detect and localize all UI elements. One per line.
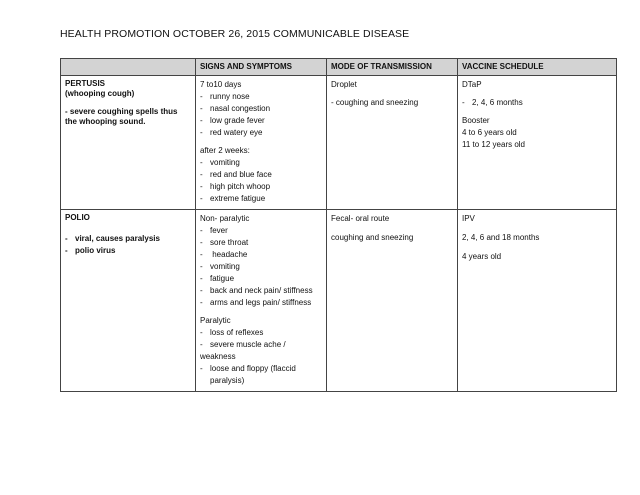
dash-glyph: - [200, 262, 203, 271]
pertusis-booster-label: Booster [462, 116, 490, 125]
polio-mode-2: coughing and sneezing [331, 233, 414, 242]
polio-bullet-2 [65, 245, 191, 257]
pertusis-mode-1: Droplet [331, 80, 357, 89]
pertusis-mode-cell [327, 76, 458, 210]
polio-mode-1: Fecal- oral route [331, 214, 390, 223]
dash-glyph: - [200, 274, 203, 283]
dash-glyph: - [200, 364, 203, 373]
pertusis-signs-intro: 7 to10 days [200, 80, 242, 89]
list-item-text: vomiting [210, 158, 240, 167]
pertusis-vaccine-cell [458, 76, 617, 210]
list-item-text: fever [210, 226, 228, 235]
pertusis-after-label: after 2 weeks: [200, 146, 250, 155]
dash-glyph: - [200, 104, 203, 113]
pertusis-subtitle: (whooping cough) [65, 89, 135, 98]
list-item-text: nasal congestion [210, 104, 271, 113]
table-row-pertusis [61, 76, 617, 210]
pertusis-late-signs [200, 157, 322, 205]
pertusis-mode-2: - coughing and sneezing [331, 98, 419, 107]
pertusis-name: PERTUSIS [65, 79, 106, 88]
list-item-text: red watery eye [210, 128, 263, 137]
dash-glyph: - [200, 238, 203, 247]
list-item [200, 249, 322, 261]
pertusis-disease-cell [61, 76, 196, 210]
list-item-text: vomiting [210, 262, 240, 271]
list-item [200, 225, 322, 237]
list-item [200, 91, 322, 103]
list-item [200, 363, 322, 387]
pertusis-note: - severe coughing spells thus the whooping sound. [65, 107, 178, 126]
polio-name: POLIO [65, 213, 90, 222]
list-item [200, 261, 322, 273]
pertusis-booster-2: 11 to 12 years old [462, 140, 526, 149]
list-item-text: red and blue face [210, 170, 272, 179]
pertusis-vaccine-name: DTaP [462, 80, 482, 89]
polio-disease-cell [61, 210, 196, 392]
list-item [200, 297, 322, 309]
dash-glyph: - [65, 246, 68, 255]
polio-vaccine-cell [458, 210, 617, 392]
polio-signs-cell [196, 210, 327, 392]
list-item [200, 103, 322, 115]
header-row [61, 59, 617, 76]
list-item-text: polio virus [75, 246, 116, 255]
pertusis-booster-1: 4 to 6 years old [462, 128, 517, 137]
polio-vaccine-name: IPV [462, 214, 475, 223]
list-item-text: loss of reflexes [210, 328, 264, 337]
polio-paralytic-signs [200, 327, 322, 387]
polio-bullet-1 [65, 233, 191, 245]
list-item-text: viral, causes paralysis [75, 234, 160, 243]
header-vaccine: VACCINE SCHEDULE [458, 59, 617, 76]
list-item [200, 169, 322, 181]
list-item-text: headache [210, 250, 248, 259]
header-disease [61, 59, 196, 76]
list-item-text: sore throat [210, 238, 249, 247]
polio-nonparalytic-label: Non- paralytic [200, 214, 250, 223]
dash-glyph: - [200, 116, 203, 125]
dash-glyph: - [200, 298, 203, 307]
pertusis-early-signs [200, 91, 322, 139]
pertusis-vaccine-months-row [462, 97, 612, 109]
list-item [200, 273, 322, 285]
list-item-text: extreme fatigue [210, 194, 266, 203]
list-item-text: severe muscle ache / weakness [200, 340, 286, 361]
dash-glyph: - [200, 92, 203, 101]
dash-glyph: - [200, 286, 203, 295]
list-item-text: back and neck pain/ stiffness [210, 286, 313, 295]
disease-table [60, 58, 617, 392]
list-item-text: high pitch whoop [210, 182, 271, 191]
dash-glyph: - [65, 234, 68, 243]
list-item-text: arms and legs pain/ stiffness [210, 298, 312, 307]
list-item [200, 193, 322, 205]
pertusis-vaccine-months: 2, 4, 6 months [472, 98, 523, 107]
table-row-polio [61, 210, 617, 392]
dash-glyph: - [200, 250, 203, 259]
list-item [200, 285, 322, 297]
list-item [200, 157, 322, 169]
list-item [200, 181, 322, 193]
polio-vaccine-years: 4 years old [462, 252, 502, 261]
dash-glyph: - [200, 182, 203, 191]
dash-glyph: - [200, 340, 203, 349]
dash-glyph: - [462, 98, 465, 107]
list-item-text: low grade fever [210, 116, 265, 125]
list-item [200, 115, 322, 127]
header-signs: SIGNS AND SYMPTOMS [196, 59, 327, 76]
list-item [200, 327, 322, 339]
list-item [200, 339, 322, 363]
polio-paralytic-label: Paralytic [200, 316, 231, 325]
dash-glyph: - [200, 328, 203, 337]
pertusis-signs-cell [196, 76, 327, 210]
list-item [200, 237, 322, 249]
polio-vaccine-schedule: 2, 4, 6 and 18 months [462, 233, 540, 242]
dash-glyph: - [200, 194, 203, 203]
dash-glyph: - [200, 170, 203, 179]
dash-glyph: - [200, 158, 203, 167]
polio-nonparalytic-signs [200, 225, 322, 309]
dash-glyph: - [200, 128, 203, 137]
list-item [200, 127, 322, 139]
list-item-text: fatigue [210, 274, 235, 283]
page-title: HEALTH PROMOTION OCTOBER 26, 2015 COMMUNICABLE DISEASE [60, 28, 410, 40]
polio-mode-cell [327, 210, 458, 392]
list-item-text: loose and floppy (flaccid paralysis) [210, 364, 296, 385]
header-mode: MODE OF TRANSMISSION [327, 59, 458, 76]
dash-glyph: - [200, 226, 203, 235]
list-item-text: runny nose [210, 92, 250, 101]
